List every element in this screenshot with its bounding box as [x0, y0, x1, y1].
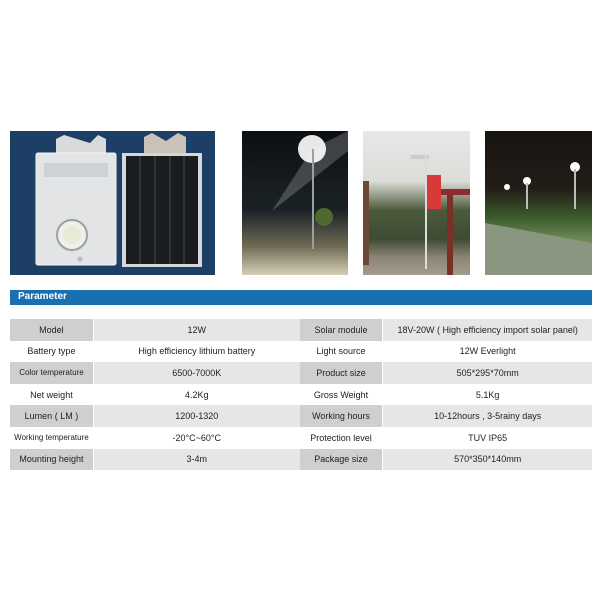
param-value: 12W: [94, 319, 300, 341]
night-path-photo: [485, 131, 592, 275]
table-row: [10, 319, 592, 341]
param-label: Lumen ( LM ): [10, 405, 94, 427]
param-label: Gross Weight: [300, 384, 384, 406]
param-label: Light source: [300, 341, 384, 363]
param-value: 1200-1320: [94, 405, 300, 427]
param-label: Model: [10, 319, 94, 341]
param-label: Working temperature: [10, 427, 94, 449]
table-row: [10, 449, 592, 471]
table-row: [10, 362, 592, 384]
param-value: TUV IP65: [468, 432, 508, 443]
product-photo: [10, 131, 215, 275]
param-value: High efficiency lithium battery: [138, 346, 256, 357]
param-value: -20°C~60°C: [172, 432, 221, 443]
section-header: [10, 290, 592, 305]
parameter-table: [10, 319, 592, 470]
table-row: [10, 341, 592, 363]
night-street-photo: [242, 131, 348, 275]
param-label: Battery type: [10, 341, 94, 363]
param-value: 5.1Kg: [475, 389, 500, 400]
table-row: [10, 405, 592, 427]
table-row: [10, 427, 592, 449]
param-value: 570*350*140mm: [383, 449, 592, 471]
param-value: 6500-7000K: [94, 362, 300, 384]
param-label: Product size: [300, 362, 384, 384]
param-label: Solar module: [300, 319, 384, 341]
param-label: Package size: [300, 449, 384, 471]
param-value: 505*295*70mm: [383, 362, 592, 384]
param-value: 10-12hours , 3-5rainy days: [383, 405, 592, 427]
param-value: 3-4m: [94, 449, 300, 471]
daytime-street-photo: [363, 131, 470, 275]
param-label: Mounting height: [10, 449, 94, 471]
section-title: Parameter: [18, 291, 67, 302]
param-label: Working hours: [300, 405, 384, 427]
param-value: 4.2Kg: [185, 389, 209, 400]
param-label: Protection level: [300, 427, 384, 449]
param-value: 18V-20W ( High efficiency import solar panel): [383, 319, 592, 341]
table-row: [10, 384, 592, 406]
param-label: Net weight: [10, 384, 94, 406]
param-value: 12W Everlight: [459, 346, 516, 357]
param-label: Color temperature: [10, 362, 94, 384]
